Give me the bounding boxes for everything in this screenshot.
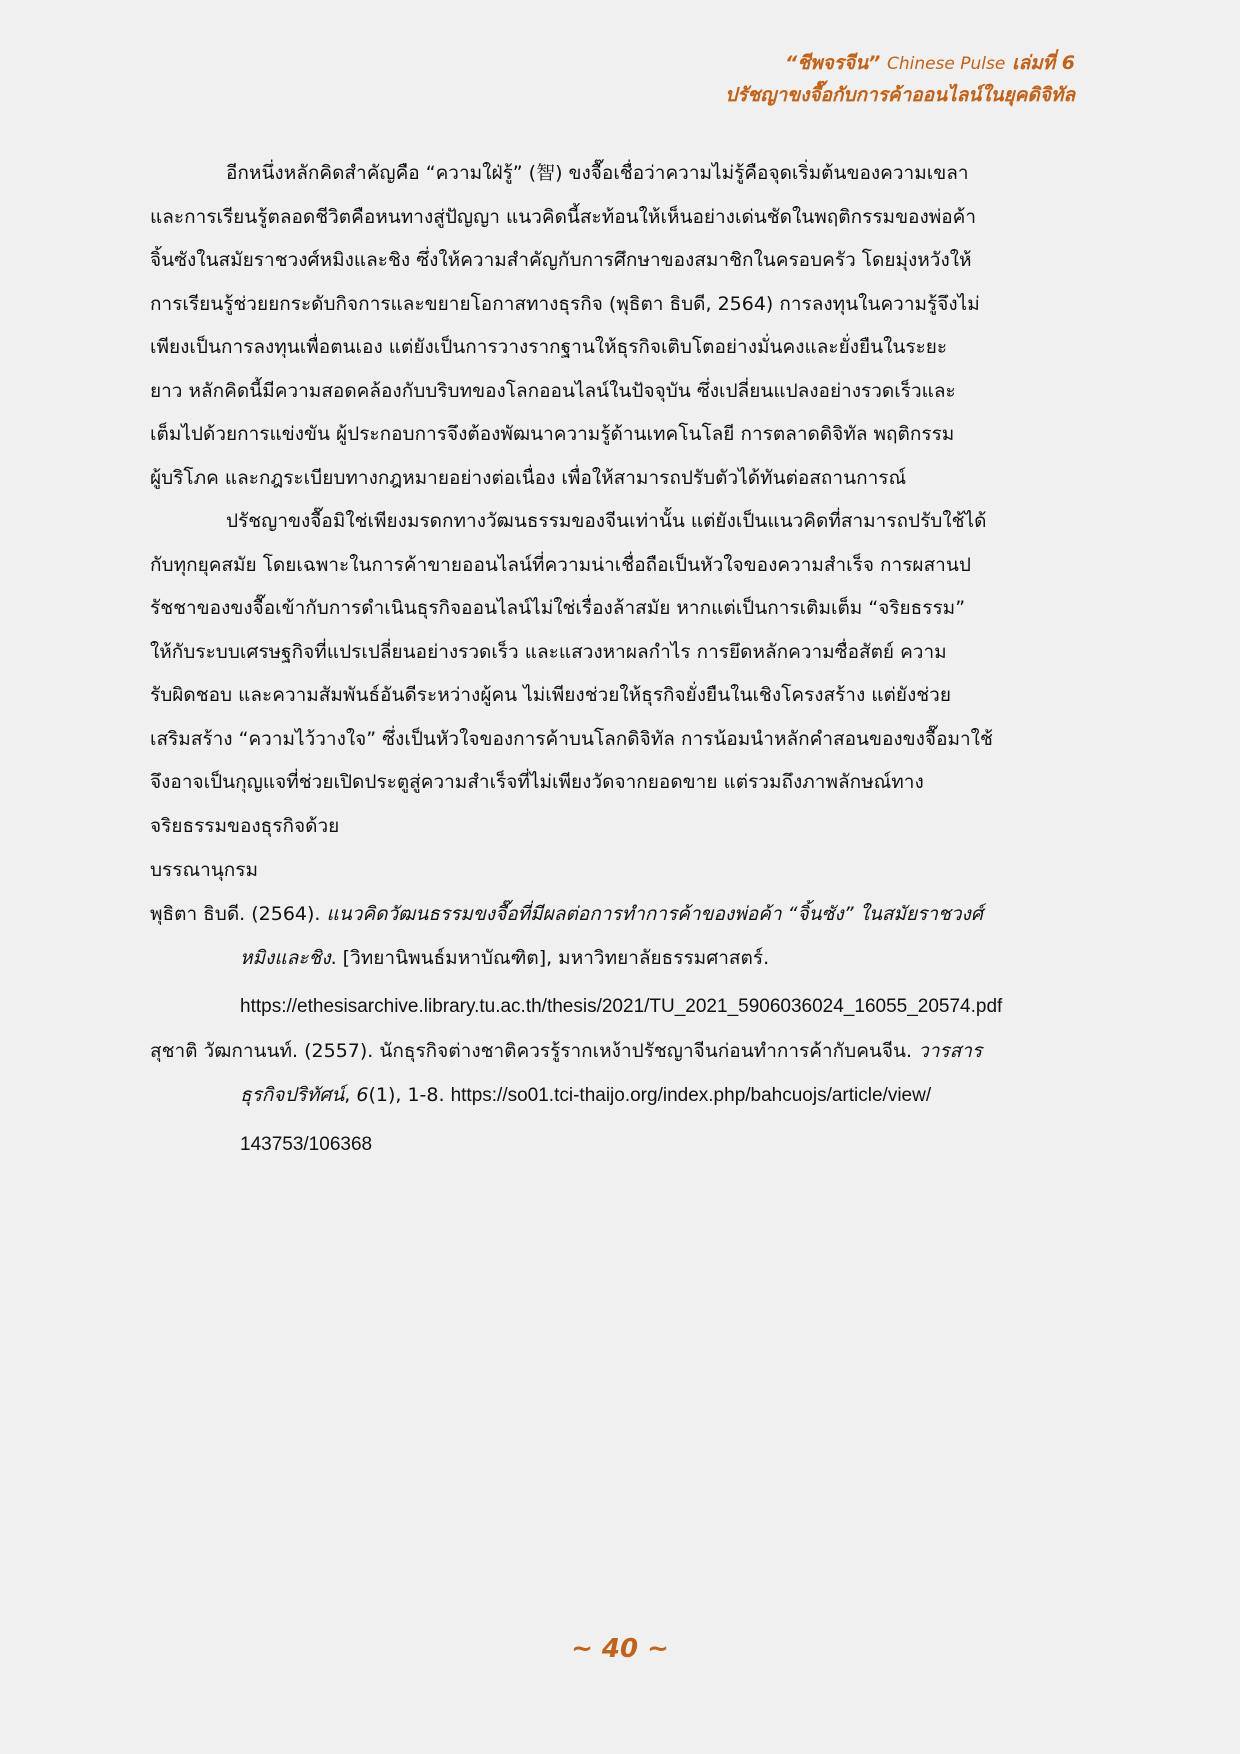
reference-line (150, 936, 1090, 980)
reference-url-line (150, 1122, 1090, 1167)
reference-line (150, 1073, 1090, 1118)
header-series-english: Chinese Pulse (886, 54, 1006, 74)
paragraph-2 (150, 500, 1090, 848)
reference-journal: วารสาร (918, 1040, 983, 1062)
paragraph-line: จริยธรรมของธุรกิจด้วย (150, 814, 340, 837)
paragraph-line: จิ้นซังในสมัยราชวงศ์หมิงและชิง ซึ่งให้ความสำคัญกับการศึกษาของสมาชิกในครอบครัว โดยมุ่งหวังให้ (150, 249, 972, 271)
reference-author-title: สุชาติ วัฒกานนท์. (2557). นักธุรกิจต่างชาติควรรู้รากเหง้าปรัชญาจีนก่อนทำการค้ากับคนจีน. (150, 1040, 919, 1062)
reference-title-continued: หมิงและชิง (240, 947, 331, 969)
paragraph-line: กับทุกยุคสมัย โดยเฉพาะในการค้าขายออนไลน์ที่ความน่าเชื่อถือเป็นหัวใจของความสำเร็จ การผสานป (150, 553, 971, 576)
paragraph-line: รับผิดชอบ และความสัมพันธ์อันดีระหว่างผู้คน ไม่เพียงช่วยให้ธุรกิจยั่งยืนในเชิงโครงสร้าง แต่ยังช่วย (150, 684, 951, 706)
paragraph-line: การเรียนรู้ช่วยยกระดับกิจการและขยายโอกาสทางธุรกิจ (พุธิตา ธิบดี, 2564) การลงทุนในความรู้จึงไม่ (150, 292, 980, 315)
page-number: ~ 40 ~ (571, 1634, 669, 1664)
reference-entry-2 (150, 1029, 1090, 1167)
reference-title: แนวคิดวัฒนธรรมขงจื๊อที่มีผลต่อการทำการค้าของพ่อค้า “จิ้นซัง” ในสมัยราชวงศ์ (326, 903, 983, 925)
header-volume: เล่มที่ 6 (1011, 52, 1075, 74)
paragraph-line: ผู้บริโภค และกฎระเบียบทางกฎหมายอย่างต่อเนื่อง เพื่อให้สามารถปรับตัวได้ทันต่อสถานการณ์ (150, 466, 907, 489)
paragraph-line: และการเรียนรู้ตลอดชีวิตคือหนทางสู่ปัญญา แนวคิดนี้สะท้อนให้เห็นอย่างเด่นชัดในพฤติกรรมของพ่อค้า (150, 205, 977, 228)
paragraph-1 (150, 152, 1090, 500)
reference-volume: 6 (356, 1084, 369, 1106)
paragraph-line: จึงอาจเป็นกุญแจที่ช่วยเปิดประตูสู่ความสำเร็จที่ไม่เพียงวัดจากยอดขาย แต่รวมถึงภาพลักษณ์ทาง (150, 771, 924, 793)
reference-line (150, 1029, 1090, 1073)
paragraph-line: เต็มไปด้วยการแข่งขัน ผู้ประกอบการจึงต้องพัฒนาความรู้ด้านเทคโนโลยี การตลาดดิจิทัล พฤติกรรม (150, 423, 955, 445)
paragraph-line: รัชชาของขงจื๊อเข้ากับการดำเนินธุรกิจออนไลน์ไม่ใช่เรื่องล้าสมัย หากแต่เป็นการเติมเต็ม “จริยธรรม” (150, 597, 966, 619)
reference-url-link[interactable]: https://so01.tci-thaijo.org/index.php/bahcuojs/article/view/ (450, 1085, 932, 1106)
reference-publisher: . [วิทยานิพนธ์มหาบัณฑิต], มหาวิทยาลัยธรรมศาสตร์. (330, 947, 770, 969)
reference-separator: , (344, 1084, 357, 1106)
reference-entry-1 (150, 892, 1090, 1029)
main-content (150, 152, 1090, 1167)
reference-url-link-continued[interactable]: 143753/106368 (240, 1134, 373, 1155)
paragraph-line: อีกหนึ่งหลักคิดสำคัญคือ “ความใฝ่รู้” (智) ขงจื๊อเชื่อว่าความไม่รู้คือจุดเริ่มต้นของความเขลา (226, 162, 969, 184)
running-header (725, 48, 1075, 111)
paragraph-line: เพียงเป็นการลงทุนเพื่อตนเอง แต่ยังเป็นการวางรากฐานให้ธุรกิจเติบโตอย่างมั่นคงและยั่งยืนในระยะ (150, 336, 948, 358)
header-series-line (725, 48, 1075, 79)
paragraph-line: ยาว หลักคิดนี้มีความสอดคล้องกับบริบทของโลกออนไลน์ในปัจจุบัน ซึ่งเปลี่ยนแปลงอย่างรวดเร็วและ (150, 379, 956, 402)
reference-url-line (150, 984, 1090, 1029)
bibliography-heading: บรรณานุกรม (150, 859, 258, 881)
reference-author-year: พุธิตา ธิบดี. (2564). (150, 903, 327, 925)
header-subtitle: ปรัชญาขงจื๊อกับการค้าออนไลน์ในยุคดิจิทัล (725, 84, 1075, 106)
reference-journal-continued: ธุรกิจปริทัศน์ (240, 1084, 345, 1106)
reference-line (150, 892, 1090, 936)
paragraph-line: ให้กับระบบเศรษฐกิจที่แปรเปลี่ยนอย่างรวดเร็ว และแสวงหาผลกำไร การยึดหลักความซื่อสัตย์ ความ (150, 640, 947, 663)
header-series-thai: “ชีพจรจีน” (784, 52, 881, 74)
paragraph-line: ปรัชญาขงจื๊อมิใช่เพียงมรดกทางวัฒนธรรมของจีนเท่านั้น แต่ยังเป็นแนวคิดที่สามารถปรับใช้ได้ (226, 510, 987, 532)
paragraph-line: เสริมสร้าง “ความไว้วางใจ” ซึ่งเป็นหัวใจของการค้าบนโลกดิจิทัล การน้อมนำหลักคำสอนของขงจื๊อมาใช้ (150, 727, 993, 750)
reference-issue-pages: (1), 1-8. (368, 1084, 451, 1106)
reference-url-link[interactable]: https://ethesisarchive.library.tu.ac.th/thesis/2021/TU_2021_5906036024_16055_20574.pdf (240, 996, 1003, 1017)
